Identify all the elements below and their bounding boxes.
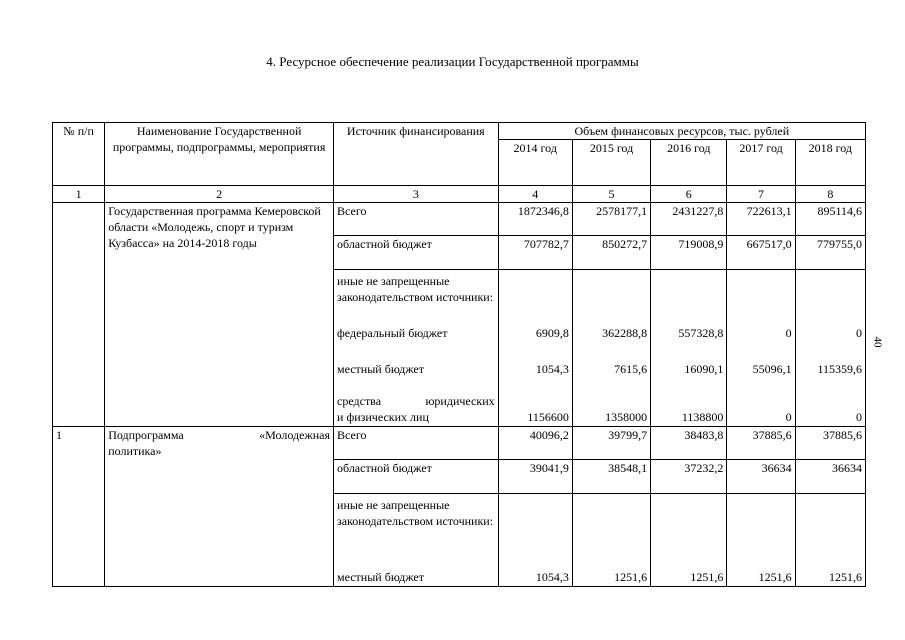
value-cell: 2431227,8 — [651, 203, 727, 236]
value-cell: 0 — [785, 326, 792, 340]
value-cell: 719008,9 — [651, 236, 727, 270]
column-number: 4 — [498, 186, 572, 203]
source-local: местный бюджет — [337, 362, 424, 376]
value-column — [795, 270, 865, 427]
value-column — [795, 494, 865, 587]
source-cell: Всего — [334, 203, 499, 236]
value-cell: 38483,8 — [651, 427, 727, 460]
source-cell: областной бюджет — [334, 460, 499, 494]
program-name: Государственная программа Кемеровской области «Молодежь, спорт и туризм Кузбасса» на 2014-2018 годы — [105, 203, 334, 427]
value-cell: 37885,6 — [727, 427, 795, 460]
header-year: 2018 год — [795, 140, 865, 186]
value-cell: 1054,3 — [535, 570, 569, 584]
value-cell: 722613,1 — [727, 203, 795, 236]
source-local: местный бюджет — [337, 570, 424, 584]
subprogram-name-line1: Подпрограмма «Молодежная — [108, 428, 331, 442]
value-column — [651, 494, 727, 587]
value-column — [572, 494, 650, 587]
value-cell: 895114,6 — [795, 203, 865, 236]
value-cell: 1054,3 — [535, 362, 569, 376]
value-cell: 707782,7 — [498, 236, 572, 270]
subprogram-name-line2: политика» — [108, 444, 162, 458]
value-column — [727, 494, 795, 587]
column-number: 5 — [572, 186, 650, 203]
column-numbers-row — [53, 186, 866, 203]
value-cell: 1138800 — [681, 410, 724, 424]
header-year: 2015 год — [572, 140, 650, 186]
value-column — [727, 270, 795, 427]
value-cell: 1251,6 — [829, 570, 862, 584]
column-number: 8 — [795, 186, 865, 203]
subprogram-name — [105, 427, 334, 587]
value-cell: 36634 — [727, 460, 795, 494]
value-cell: 55096,1 — [752, 362, 792, 376]
header-year: 2014 год — [498, 140, 572, 186]
value-cell: 40096,2 — [498, 427, 572, 460]
column-number: 6 — [651, 186, 727, 203]
value-cell: 667517,0 — [727, 236, 795, 270]
value-cell: 115359,6 — [817, 362, 862, 376]
table-row — [53, 203, 866, 236]
value-cell: 850272,7 — [572, 236, 650, 270]
header-source: Источник финансирования — [334, 123, 499, 186]
source-cell: Всего — [334, 427, 499, 460]
value-cell: 39041,9 — [498, 460, 572, 494]
program-num — [53, 203, 105, 427]
value-cell: 38548,1 — [572, 460, 650, 494]
header-name: Наименование Государственной программы, подпрограммы, мероприятия — [105, 123, 334, 186]
value-cell: 1358000 — [605, 410, 648, 424]
value-cell: 0 — [856, 326, 862, 340]
header-row — [53, 123, 866, 140]
column-number: 3 — [334, 186, 499, 203]
source-legal-line2: и физических лиц — [337, 410, 429, 424]
value-column — [498, 494, 572, 587]
header-volume: Объем финансовых ресурсов, тыс. рублей — [498, 123, 865, 140]
value-cell: 16090,1 — [684, 362, 724, 376]
column-number: 2 — [105, 186, 334, 203]
value-cell: 0 — [785, 410, 792, 424]
other-sources-header: иные не запрещенные законодательством источники: — [337, 274, 494, 304]
other-sources-header: иные не запрещенные законодательством источники: — [337, 498, 494, 528]
value-cell: 2578177,1 — [572, 203, 650, 236]
value-cell: 6909,8 — [535, 326, 569, 340]
resource-table — [52, 122, 866, 587]
value-cell: 36634 — [795, 460, 865, 494]
value-column — [651, 270, 727, 427]
value-cell: 1251,6 — [614, 570, 648, 584]
header-year: 2017 год — [727, 140, 795, 186]
value-cell: 779755,0 — [795, 236, 865, 270]
source-cell: областной бюджет — [334, 236, 499, 270]
subprogram-num: 1 — [53, 427, 105, 587]
page-title: 4. Ресурсное обеспечение реализации Государственной программы — [266, 54, 639, 69]
other-sources-cell — [334, 270, 499, 427]
value-column — [498, 270, 572, 427]
value-cell: 7615,6 — [614, 362, 648, 376]
table-row — [53, 427, 866, 460]
value-cell: 1872346,8 — [498, 203, 572, 236]
value-cell: 1251,6 — [758, 570, 792, 584]
value-cell: 557328,8 — [678, 326, 724, 340]
source-legal-line1: средства юридических — [337, 394, 495, 408]
value-cell: 37232,2 — [651, 460, 727, 494]
column-number: 1 — [53, 186, 105, 203]
header-year: 2016 год — [651, 140, 727, 186]
value-cell: 0 — [856, 410, 862, 424]
value-cell: 362288,8 — [602, 326, 648, 340]
page-number: 40 — [871, 336, 884, 348]
other-sources-cell — [334, 494, 499, 587]
value-cell: 1251,6 — [690, 570, 724, 584]
value-cell: 1156600 — [527, 410, 569, 424]
value-cell: 39799,7 — [572, 427, 650, 460]
value-column — [572, 270, 650, 427]
source-federal: федеральный бюджет — [337, 326, 448, 340]
header-num: № п/п — [53, 123, 105, 186]
value-cell: 37885,6 — [795, 427, 865, 460]
column-number: 7 — [727, 186, 795, 203]
